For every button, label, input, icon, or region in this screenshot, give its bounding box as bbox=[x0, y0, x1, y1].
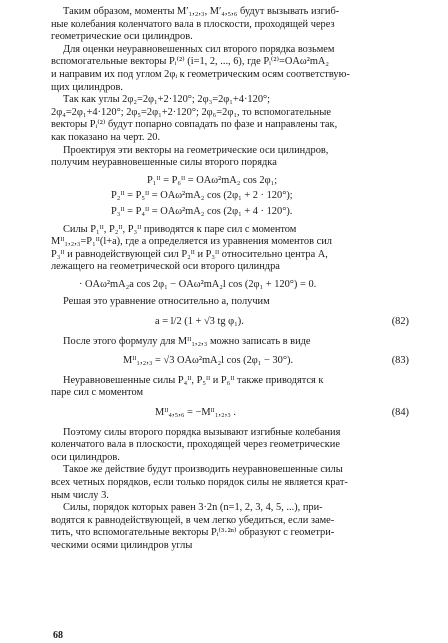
text-line: ческими осями цилиндров углы bbox=[51, 539, 193, 551]
text-line: всех четных порядков, если только порядок силы не является крат- bbox=[51, 477, 348, 488]
formula-moment-123: Mᴵᴵ₁,₂,₃ = √3 OAω²mA₂l cos (2φ₁ − 30°). bbox=[123, 355, 294, 367]
formula-a: a = l/2 (1 + √3 tg φ₁). bbox=[155, 316, 244, 328]
text-line: ным числу 3. bbox=[51, 489, 109, 501]
equation-number: (83) bbox=[391, 355, 409, 367]
text-line: Решая это уравнение относительно a, получим bbox=[63, 296, 270, 308]
text-line: вспомогательные векторы Pᵢ⁽²⁾ (i=1, 2, ..., 6), где Pᵢ⁽²⁾=OAω²mA₂ bbox=[51, 56, 330, 68]
text-line: Неуравновешенные силы P₄ᴵᴵ, P₅ᴵᴵ и P₆ᴵᴵ также приводятся к bbox=[63, 374, 324, 386]
text-line: Так как углы 2φ₂=2φ₁+2·120°; 2φ₃=2φ₁+4·120°; bbox=[63, 94, 271, 106]
text-line: коленчатого вала в плоскости, проходящей через геометрические bbox=[51, 439, 340, 451]
text-line: водятся к равнодействующей, в чем легко убедиться, если заме- bbox=[51, 514, 335, 526]
text-line: Такое же действие будут производить неуравновешенные силы bbox=[63, 464, 343, 476]
text-line: После этого формулу для Mᴵᴵ₁,₂,₃ можно записать в виде bbox=[63, 335, 311, 347]
text-line: геометрические оси цилиндров. bbox=[51, 31, 193, 43]
equation-83 bbox=[51, 355, 411, 368]
formula-moment-456: Mᴵᴵ₄,₅,₆ = −Mᴵᴵ₁,₂,₃ . bbox=[155, 407, 237, 419]
equation-number: (84) bbox=[391, 407, 409, 419]
text-line: Проектируя эти векторы на геометрические оси цилиндров, bbox=[63, 144, 329, 156]
text-line: 2φ₄=2φ₁+4·120°; 2φ₅=2φ₁+2·120°; 2φ₆=2φ₁, то вспомогательные bbox=[51, 106, 331, 118]
text-line: получим неуравновешенные силы второго порядка bbox=[51, 157, 277, 169]
text-line: и направим их под углом 2φᵢ к геометрическим осям соответствую- bbox=[51, 68, 350, 80]
formula-p1-p6: P₁ᴵᴵ = P₆ᴵᴵ = OAω²mA₂ cos 2φ₁; bbox=[147, 174, 278, 186]
text-line: как показано на черт. 20. bbox=[51, 131, 161, 143]
text-line: векторы Pᵢ⁽²⁾ будут попарно совпадать по фазе и направлены так, bbox=[51, 119, 338, 131]
text-line: P₃ᴵᴵ и равнодействующей сил P₂ᴵᴵ и P₃ᴵᴵ относительно центра A, bbox=[51, 248, 328, 260]
formula-p2-p5: P₂ᴵᴵ = P₅ᴵᴵ = OAω²mA₂ cos (2φ₁ + 2 · 120°); bbox=[111, 190, 293, 202]
text-line: Силы, порядок которых равен 3·2n (n=1, 2, 3, 4, 5, ...), при- bbox=[63, 502, 323, 514]
text-line: Поэтому силы второго порядка вызывают изгибные колебания bbox=[63, 426, 341, 438]
text-line: щих цилиндров. bbox=[51, 81, 123, 93]
equation-84 bbox=[51, 407, 411, 420]
text-line: паре сил с моментом bbox=[51, 387, 144, 399]
equation-82 bbox=[51, 316, 411, 329]
text-line: лежащего на геометрической оси второго цилиндра bbox=[51, 261, 280, 273]
text-line: Для оценки неуравновешенных сил второго порядка возьмем bbox=[63, 43, 335, 55]
page-body bbox=[51, 6, 411, 553]
text-line: тить, что вспомогательные векторы Pᵢ⁽³·²ⁿ⁾ образуют с геометри- bbox=[51, 527, 335, 539]
text-line: оси цилиндров. bbox=[51, 451, 120, 463]
formula-moment-equation: · OAω²mA₂a cos 2φ₁ − OAω²mA₂l cos (2φ₁ + 120°) = 0. bbox=[79, 278, 317, 290]
page-number: 68 bbox=[53, 630, 63, 641]
text-line: Таким образом, моменты M′₁,₂,₃, M′₄,₅,₆ будут вызывать изгиб- bbox=[63, 6, 340, 17]
text-line: ные колебания коленчатого вала в плоскости, проходящей через bbox=[51, 18, 335, 30]
text-line: Силы P₁ᴵᴵ, P₂ᴵᴵ, P₃ᴵᴵ приводятся к паре сил с моментом bbox=[63, 223, 297, 235]
formula-p3-p4: P₃ᴵᴵ = P₄ᴵᴵ = OAω²mA₂ cos (2φ₁ + 4 · 120°). bbox=[111, 205, 293, 217]
text-line: Mᴵᴵ₁,₂,₃=P₁ᴵᴵ(l+a), где a определяется из уравнения моментов сил bbox=[51, 236, 332, 248]
equation-number: (82) bbox=[391, 316, 409, 328]
